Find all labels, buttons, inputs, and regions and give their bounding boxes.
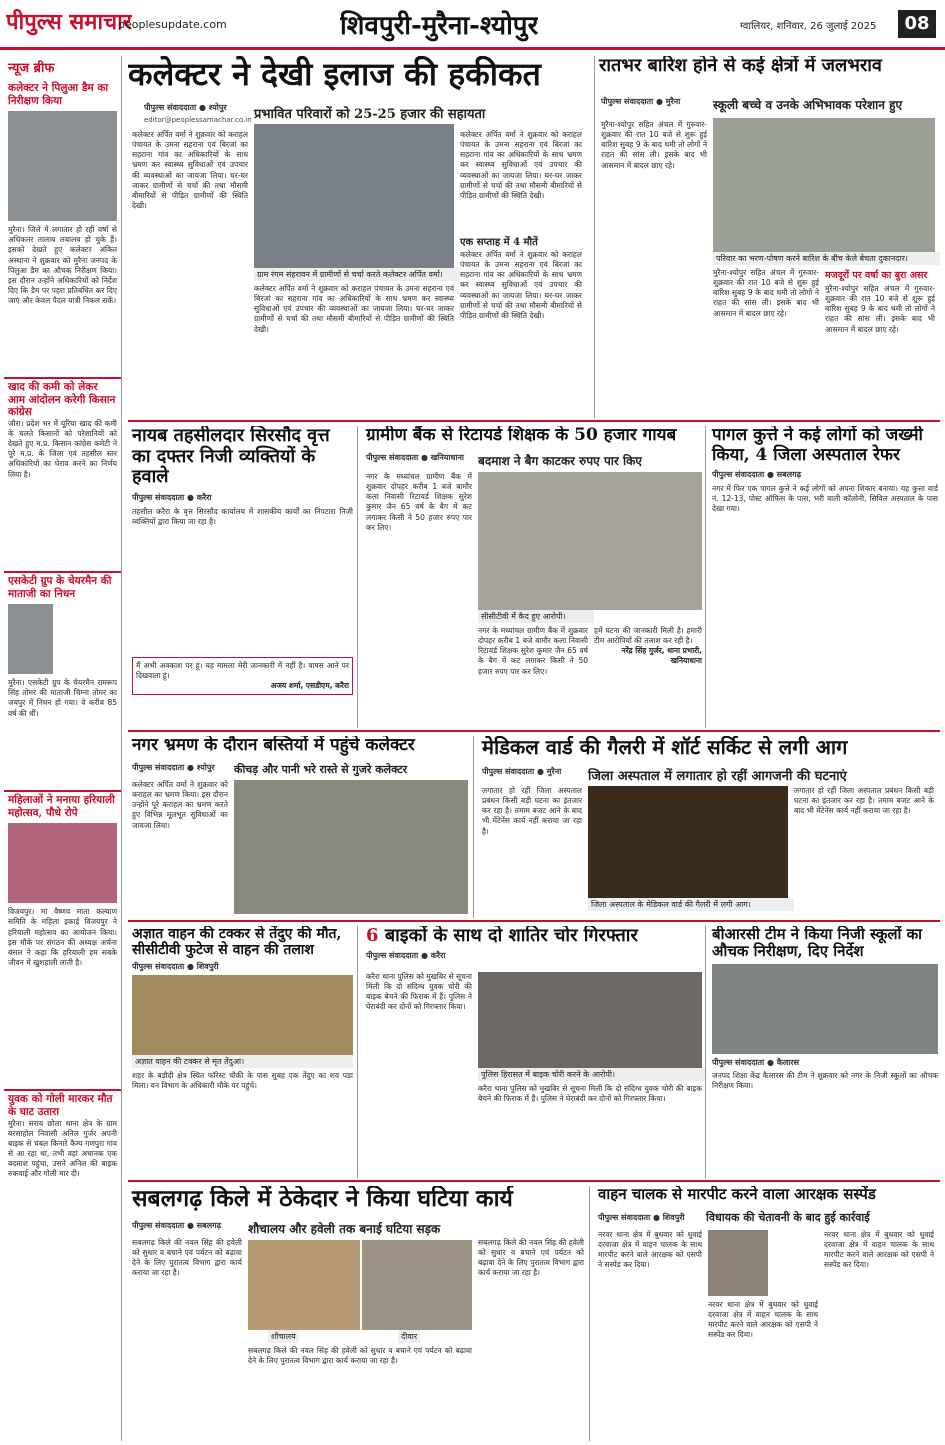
headline: बीआरसी टीम ने किया निजी स्कूलों का औचक निरीक्षण, दिए निर्देश	[712, 926, 923, 961]
wall-photo	[362, 1240, 472, 1330]
photo-caption: पुलिस हिरासत में बाइक चोरी करने के आरोपी।	[478, 1068, 706, 1081]
story-text: मुरैना-श्योपुर सहित अंचल में गुरुवार-शुक्रवार की रात 10 बजे से शुरू हुई बारिश सुबह 9 के बाद थमी तो लोगों ने राहत की सांस ली। इसके बाद भी आसमान में बादल छाए रहे।	[601, 120, 707, 170]
subhead: विधायक की चेतावनी के बाद हुई कार्रवाई	[706, 1211, 870, 1224]
subhead: प्रभावित परिवारों को 25-25 हजार की सहायता	[254, 107, 486, 122]
photo-label-wall: दीवार	[398, 1330, 420, 1343]
cctv-photo	[478, 472, 702, 610]
story-text: नगर में फिर एक पागल कुत्ते ने कई लोगों को अपना शिकार बनाया। यह कुत्ता वार्ड नं. 12-13, पोस्ट ऑफिस के पास, भरी वाली कॉलोनी, सिविल अस्पताल के पास देखा गया।	[712, 484, 938, 514]
portrait-photo	[708, 1230, 768, 1296]
story-text: कलेक्टर अर्पित वर्मा ने शुक्रवार को कराहल पंचायत के उमना सहराना एवं बिरजां का सहराना गांव का अधिकारियों के साथ भ्रमण कर स्वास्थ्य सुविधाओं एवं उपचार की व्यवस्थाओं का जायजा लिया। घर-घर जाकर ग्रामीणों से चर्चा की तथा मौसमी बीमारियों से पीड़ित ग्रामीणों की स्थिति देखी।	[132, 130, 248, 210]
dateline: पीपुल्स संवाददाता ● श्योपुर	[144, 103, 227, 112]
brief-text: जौरा। प्रदेश भर में यूरिया खाद की कमी के चलते किसानों को परेशानियों को देखते हुए म.प्र. किसान कांग्रेस कमेटी ने पूरे म.प्र. के जिला एवं तहसील स्तर अधिकारियों का घेराव करने का निर्णय लिया है।	[8, 418, 117, 479]
headline: अज्ञात वाहन की टक्कर से तेंदुए की मौत, सीसीटीवी फुटेज से वाहन की तलाश	[132, 926, 342, 959]
brief-tag: न्यूज ब्रीफ	[8, 61, 55, 76]
dateline: पीपुल्स संवाददाता ● श्योपुर	[132, 763, 215, 772]
dateline: पीपुल्स संवाददाता ● करैरा	[132, 493, 212, 503]
brief-text: मुरैना। एसकेटी ग्रुप के चेयरमैन रामरूप सिंह तोमर की माताजी चिम्ना तोमर का जयपुर में निधन हो गया। वे करीब 85 वर्ष की थीं।	[8, 678, 117, 718]
dateline: पीपुल्स संवाददाता ● शिवपुरी	[598, 1213, 685, 1222]
divider	[128, 730, 940, 732]
story-text-col4: कलेक्टर अर्पित वर्मा ने शुक्रवार को कराहल पंचायत के उमना सहराना एवं बिरजां का सहराना गांव का अधिकारियों के साथ भ्रमण कर स्वास्थ्य सुविधाओं एवं उपचार की व्यवस्थाओं का जायजा लिया। घर-घर जाकर ग्रामीणों से चर्चा की तथा मौसमी बीमारियों से पीड़ित ग्रामीणों की स्थिति देखी।	[460, 130, 582, 200]
brief-title: महिलाओं ने मनाया हरियाली महोत्सव, पौधे रोपे	[8, 794, 115, 819]
divider	[128, 920, 940, 922]
story-constable-suspended	[594, 1186, 940, 1441]
side-heading: मजदूरों पर वर्षा का बुरा असर	[825, 270, 928, 281]
brief-photo	[8, 111, 117, 221]
dateline: पीपुल्स संवाददाता ● सबलगढ़	[712, 470, 802, 480]
story-text: कलेक्टर अर्पित वर्मा ने शुक्रवार को कराहल का भ्रमण किया। इस दौरान उन्होंने पूरे कराहल का भ्रमण करते हुए विभिन्न मूलभूत सुविधाओं का जायजा लिया।	[132, 780, 228, 830]
brief-title: युवक को गोली मारकर मौत के घाट उतारा	[8, 1093, 113, 1118]
headline-rest: बाइकों के साथ दो शातिर चोर गिरफ्तार	[384, 926, 638, 946]
story-sabalgarh-fort	[128, 1186, 590, 1441]
story-bike-thieves	[362, 926, 706, 1178]
dateline: पीपुल्स संवाददाता ● मुरैना	[601, 97, 681, 106]
photo-caption: जिला अस्पताल के मेडिकल वार्ड की गैलरी में लगी आग।	[588, 898, 794, 911]
subhead: बदमाश ने बैग काटकर रुपए पार किए	[478, 454, 642, 468]
story-naib-tehsildar	[128, 426, 358, 728]
headline	[366, 926, 701, 947]
news-brief-column	[4, 56, 122, 1441]
story-photo	[234, 780, 468, 914]
headline: वाहन चालक से मारपीट करने वाला आरक्षक सस्पेंड	[598, 1186, 876, 1203]
photo-caption: अज्ञात वाहन की टक्कर से मृत तेंदुआ।	[132, 1055, 353, 1068]
story-text: जनपद शिक्षा केंद्र कैलारस की टीम ने शुक्रवार को नगर के निजी स्कूलों का औचक निरीक्षण किया।	[712, 1070, 938, 1090]
photo-label-toilet: शौचालय	[268, 1330, 299, 1343]
mid-heading: एक सप्ताह में 4 मौतें	[460, 237, 538, 248]
story-city-tour	[128, 736, 474, 918]
story-text: तहसील करैरा के वृत्त सिरसौद कार्यालय में शासकीय कार्यों का निपटारा निजी व्यक्तियों द्वारा किया जा रहा है।	[132, 507, 353, 527]
toilet-photo	[248, 1240, 360, 1330]
story-rain-waterlogging	[594, 56, 940, 418]
story-collector-treatment	[128, 56, 586, 418]
story-text: करैरा थाना पुलिस को मुखबिर से सूचना मिली कि दो संदिग्ध युवक चोरी की बाइक बेचने की फिराक में हैं। पुलिस ने घेराबंदी कर दोनों को गिरफ्तार किया।	[366, 972, 472, 1012]
dateline: पीपुल्स संवाददाता ● करैरा	[366, 950, 446, 960]
quote-text: मैं अभी अवकाश पर हूं। यह मामला मेरी जानकारी में नहीं है। वापस आने पर दिखवाता हूं।	[136, 661, 349, 681]
subhead: कीचड़ और पानी भरे रास्ते से गुजरे कलेक्टर	[234, 763, 408, 776]
brief-item	[4, 379, 121, 571]
quote-text: हमें घटना की जानकारी मिली है। हमारी टीम आरोपियों की तलाश कर रही है।	[594, 626, 702, 646]
brief-title: एसकेटी ग्रुप के चेयरमैन की माताजी का निधन	[8, 574, 112, 600]
story-text-col3: मुरैना-श्योपुर सहित अंचल में गुरुवार-शुक्रवार की रात 10 बजे से शुरू हुई बारिश सुबह 9 के बाद थमी तो लोगों ने राहत की सांस ली। इसके बाद भी आसमान में बादल छाए रहे।	[825, 284, 935, 334]
dateline: पीपुल्स संवाददाता ● शिवपुरी	[132, 962, 219, 972]
page-number: 08	[898, 10, 936, 38]
brief-title: खाद की कमी को लेकर आम आंदोलन करेगी किसान कांग्रेस	[8, 381, 116, 419]
issue-date: ग्वालियर, शनिवार, 26 जुलाई 2025	[740, 21, 877, 32]
story-text-col2: नगर के मध्यांचल ग्रामीण बैंक में शुक्रवार दोपहर करीब 1 बजे बामौर कला निवासी रिटायर्ड शिक्षक सुरेश कुमार जैन 65 वर्ष के बैग में कट लगाकर किसी ने 50 हजार रुपए पार कर लिए।	[478, 626, 588, 676]
dateline: पीपुल्स संवाददाता ● सबलगढ़	[132, 1221, 222, 1230]
leopard-photo	[132, 975, 353, 1055]
quote-by: अजय शर्मा, एसडीएम, करैरा	[270, 681, 349, 691]
headline-number: 6	[366, 926, 379, 946]
headline: पागल कुत्ते ने कई लोगों को जख्मी किया, 4 जिला अस्पताल रेफर	[712, 426, 923, 465]
headline: ग्रामीण बैंक से रिटायर्ड शिक्षक के 50 हजार गायब	[366, 426, 677, 445]
headline: रातभर बारिश होने से कई क्षेत्रों में जलभराव	[599, 56, 882, 76]
inspection-photo	[712, 964, 938, 1054]
story-text-col2: नरवर थाना क्षेत्र में बुधवार को धुवाई दरवाजा क्षेत्र में वाहन चालक के साथ मारपीट करने वाले आरक्षक को एसपी ने सस्पेंड कर दिया।	[708, 1300, 818, 1340]
brief-text: मुरैना। जिले में लगातार हो रही वर्षा से अधिकतर तालाब लबालब हो चुके हैं। इसको देखते हुए कलेक्टर अंकित अस्थाना ने शुक्रवार को मुरैना जनपद के पिलुआ डैम का औचक निरीक्षण किया। इस दौरान उन्होंने अधिकारियों को निर्देश दिए कि डैम पर पहरा प्रतिबंधित कर दिए जाएं और केवल पैदल यात्री निकल सकें।	[8, 225, 117, 306]
dateline: पीपुल्स संवाददाता ● खनियाधाना	[366, 453, 465, 462]
story-text: नगर के मध्यांचल ग्रामीण बैंक में शुक्रवार दोपहर करीब 1 बजे बामौर कला निवासी रिटायर्ड शिक्षक सुरेश कुमार जैन 65 वर्ष के बैग में कट लगाकर किसी ने 50 हजार रुपए पार कर लिए।	[366, 472, 472, 532]
dateline: पीपुल्स संवाददाता ● कैलारस	[712, 1057, 800, 1067]
headline: नगर भ्रमण के दौरान बस्तियों में पहुंचे कलेक्टर	[132, 736, 415, 755]
section-title: शिवपुरी-मुरैना-श्योपुर	[340, 11, 539, 41]
headline: मेडिकल वार्ड की गैलरी में शॉर्ट सर्किट से लगी आग	[482, 736, 848, 759]
brief-item	[4, 573, 121, 790]
story-hospital-fire	[478, 736, 940, 918]
brief-text: मुरैना। सराय छोला थाना क्षेत्र के ग्राम बरसाहोल निवासी अनिल गुर्जर अपनी बाइक से चंबल किनारे कैम्प गणपुरा गांव से आ रहा था, तभी वहां अचानक एक बदमाश पहुंचा, उसने अनिल की बाइक रुकवाई और गोली मार दी।	[8, 1118, 117, 1179]
subhead: शौचालय और हवेली तक बनाई घटिया सड़क	[248, 1222, 441, 1236]
fire-photo	[588, 786, 788, 898]
brief-text: विजयपुर। मां वैष्णव माता कल्याण समिति के महिला इकाई विजयपुर ने हरियाली महोत्सव का आयोजन किया। इस मौके पर संगठन की अध्यक्ष अर्चना बंसल ने कहा कि हरियाली हम सबके जीवन में खुशहाली लाती है।	[8, 907, 117, 967]
story-text-col2: सबलगढ़ किले की नवल सिंह की हवेली को सुधार व बचाने एवं पर्यटन को बढ़ावा देने के लिए पुरातत्व विभाग द्वारा कार्य कराया जा रहा है।	[248, 1346, 472, 1366]
headline: नायब तहसीलदार सिरसौद वृत्त का दफ्तर निजी व्यक्तियों के हवाले	[132, 426, 330, 488]
story-mad-dog	[710, 426, 940, 728]
reporter-email: editor@peoplessamachar.co.in	[144, 116, 252, 124]
subhead: स्कूली बच्चे व उनके अभिभावक परेशान हुए	[713, 98, 903, 112]
story-text: नरवर थाना क्षेत्र में बुधवार को धुवाई दरवाजा क्षेत्र में वाहन चालक के साथ मारपीट करने वाले आरक्षक को एसपी ने सस्पेंड कर दिया।	[598, 1230, 702, 1270]
brief-title: कलेक्टर ने पिलुआ डैम का निरीक्षण किया	[8, 82, 109, 107]
brief-item	[4, 1091, 121, 1340]
story-text-col2: मुरैना-श्योपुर सहित अंचल में गुरुवार-शुक्रवार की रात 10 बजे से शुरू हुई बारिश सुबह 9 के बाद थमी तो लोगों ने राहत की सांस ली। इसके बाद भी आसमान में बादल छाए रहे।	[713, 268, 819, 318]
story-text-col3: लगातार हो रहीं जिला अस्पताल प्रबंधन किसी बड़ी घटना का इंतजार कर रहा है। तमाम बजट आने के बाद भी मेंटेनेंस कार्य नहीं कराया जा रहा है।	[794, 786, 934, 816]
story-text-col3: सबलगढ़ किले की नवल सिंह की हवेली को सुधार व बचाने एवं पर्यटन को बढ़ावा देने के लिए पुरातत्व विभाग द्वारा कार्य कराया जा रहा है।	[478, 1238, 584, 1278]
story-photo	[713, 118, 935, 252]
official-quote	[594, 626, 702, 667]
headline: कलेक्टर ने देखी इलाज की हकीकत	[128, 56, 541, 93]
photo-caption: परिवार का भरण-पोषण करने बारिश के बीच केले बेचता दुकानदार।	[713, 252, 940, 265]
story-bank-theft	[362, 426, 706, 728]
story-text-col3: नरवर थाना क्षेत्र में बुधवार को धुवाई दरवाजा क्षेत्र में वाहन चालक के साथ मारपीट करने वाले आरक्षक को एसपी ने सस्पेंड कर दिया।	[824, 1230, 934, 1270]
story-text: शहर के बड़ौदी क्षेत्र स्थित फॉरेस्ट चौकी के पास सुबह एक तेंदुए का शव पड़ा मिला। वन विभाग के अधिकारी मौके पर पहुंचे।	[132, 1071, 353, 1091]
dateline: पीपुल्स संवाददाता ● मुरैना	[482, 767, 562, 776]
brief-portrait	[8, 604, 53, 674]
subhead: जिला अस्पताल में लगातार हो रहीं आगजनी की घटनाएं	[588, 769, 847, 784]
arrest-photo	[478, 972, 702, 1068]
story-text: लगातार हो रहीं जिला अस्पताल प्रबंधन किसी बड़ी घटना का इंतजार कर रहा है। तमाम बजट आने के बाद भी मेंटेनेंस कार्य नहीं कराया जा रहा है।	[482, 786, 582, 836]
divider	[128, 420, 940, 422]
brief-photo	[8, 823, 117, 903]
divider	[128, 1180, 940, 1182]
brief-item	[4, 792, 121, 1089]
site-url[interactable]: peoplesupdate.com	[118, 18, 227, 31]
quote-by: नरेंद्र सिंह गुर्जर, थाना प्रभारी, खनियाधाना	[621, 646, 702, 666]
story-photo	[254, 124, 454, 268]
story-leopard-death	[128, 926, 358, 1178]
story-text-col4b: कलेक्टर अर्पित वर्मा ने शुक्रवार को कराहल पंचायत के उमना सहराना एवं बिरजां का सहराना गांव का अधिकारियों के साथ भ्रमण कर स्वास्थ्य सुविधाओं एवं उपचार की व्यवस्थाओं का जायजा लिया। घर-घर जाकर ग्रामीणों से चर्चा की तथा मौसमी बीमारियों से पीड़ित ग्रामीणों की स्थिति देखी।	[460, 250, 582, 320]
brief-item	[4, 80, 121, 377]
story-text-col3: कलेक्टर अर्पित वर्मा ने शुक्रवार को कराहल पंचायत के उमना सहराना एवं बिरजां का सहराना गांव का अधिकारियों के साथ भ्रमण कर स्वास्थ्य सुविधाओं एवं उपचार की व्यवस्थाओं का जायजा लिया। घर-घर जाकर ग्रामीणों से चर्चा की तथा मौसमी बीमारियों से पीड़ित ग्रामीणों की स्थिति देखी।	[254, 284, 454, 334]
photo-caption: सीसीटीवी में कैद हुए आरोपी।	[478, 610, 594, 623]
headline: सबलगढ़ किले में ठेकेदार ने किया घटिया कार्य	[132, 1186, 513, 1212]
story-brc-inspection	[710, 926, 940, 1178]
official-quote	[132, 657, 353, 695]
newspaper-brand: पीपुल्स समाचार	[6, 9, 132, 35]
story-text: सबलगढ़ किले की नवल सिंह की हवेली को सुधार व बचाने एवं पर्यटन को बढ़ावा देने के लिए पुरातत्व विभाग द्वारा कार्य कराया जा रहा है।	[132, 1238, 242, 1278]
story-text-col2: करैरा थाना पुलिस को मुखबिर से सूचना मिली कि दो संदिग्ध युवक चोरी की बाइक बेचने की फिराक में हैं। पुलिस ने घेराबंदी कर दोनों को गिरफ्तार किया।	[478, 1084, 702, 1104]
photo-caption: ग्राम रंगम संहरावन में ग्रामीणों से चर्चा करते कलेक्टर अर्पित वर्मा।	[254, 268, 460, 281]
